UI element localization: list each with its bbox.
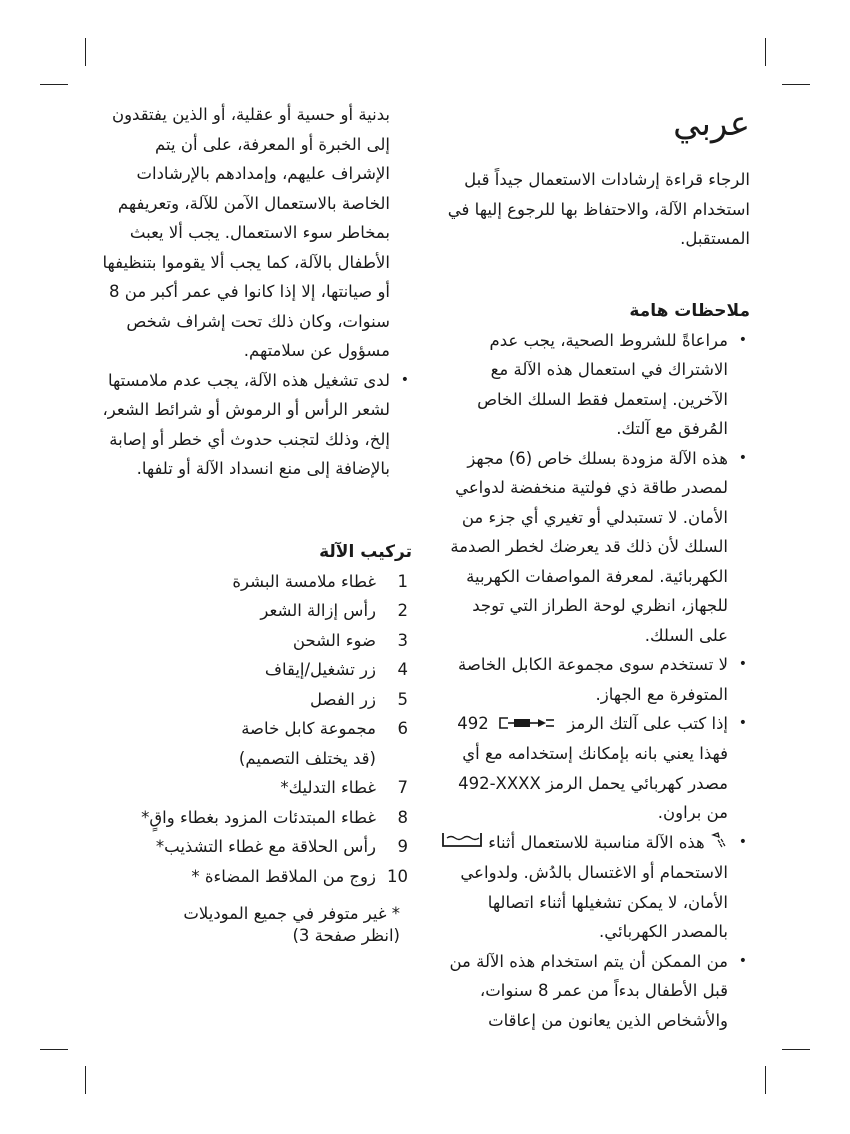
list-item (100, 655, 412, 685)
part-number: 7 (397, 778, 408, 797)
part-number: 9 (397, 837, 408, 856)
bullet: • (738, 833, 747, 850)
part-label: غطاء المبتدئات المزود بغطاء واقٍ* (141, 807, 376, 827)
note-text: فهذا يعني بانه بإمكانك إستخدامه مع أي مصدر كهربائي يحمل الرمز (462, 744, 728, 793)
symbol-number: 492 (457, 714, 489, 733)
bullet: • (738, 331, 747, 348)
bullet: • (738, 715, 747, 731)
note-text: لا تستخدم سوى مجموعة الكابل الخاصة المتوفرة مع الجهاز. (458, 655, 728, 704)
part-label: غطاء التدليك* (280, 778, 376, 797)
list-item (100, 862, 412, 892)
part-number: 5 (397, 689, 408, 709)
part-number: 6 (397, 719, 408, 738)
note-text: مراعاةً للشروط الصحية، يجب عدم الاشتراك في استعمال هذه الآلة مع الآخرين. إستعمل فقط السلك الخاص المُرفق مع آلتك. (477, 330, 728, 438)
bullet: • (738, 449, 747, 466)
footnote (100, 903, 412, 947)
part-number: 2 (397, 601, 408, 620)
crop-mark (765, 38, 766, 66)
list-item (100, 714, 412, 744)
list-item (438, 444, 750, 651)
note-text: الاستحمام أو الاغتسال بالدُش. ولدواعي الأمان، لا يمكن تشغيلها أثناء اتصالها بالمصدر الكهربائي. (460, 863, 728, 941)
continued-paragraph: بدنية أو حسية أو عقلية، أو الذين يفتقدون إلى الخبرة أو المعرفة، على أن يتم الإشراف عليهم، وإمدادهم بالإرشادات الخاصة بالاستعمال الآمن للآلة، وتعريفهم بمخاطر سوء الاستعمال. يجب ألا يعبث الأطفال بالآلة، كما يجب ألا يقوموا بتنظيفها أو صيانتها، إلا إذا كانوا في عمر أكبر من 8 سنوات، وكان ذلك تحت إشراف شخص مسؤول عن سلامتهم. (102, 105, 390, 360)
part-label: ضوء الشحن (292, 630, 376, 650)
list-item (438, 709, 750, 828)
bullet: • (400, 371, 409, 388)
note-text: هذه الآلة مزودة بسلك خاص (6) مجهز لمصدر طاقة ذي فولتية منخفضة لدواعي الأمان. لا تستبدلي أو تغيري أي جزء من السلك لأن ذلك قد يعرضك لخطر الصدمة الكهربائية. لمعرفة المواصفات الكهربية للجهاز، انظري لوحة الطراز التي توجد على السلك. (450, 448, 728, 645)
note-text: لدى تشغيل هذه الآلة، يجب عدم ملامستها لشعر الرأس أو الرموش أو شرائط الشعر، إلخ، وذلك لتجنب حدوث أي خطر أو إصابة بالإضافة إلى منع انسداد الآلة أو تلفها. (102, 370, 390, 478)
part-label: رأس إزالة الشعر (260, 601, 376, 620)
list-item (438, 650, 750, 709)
list-item (100, 773, 412, 803)
part-label: زر الفصل (310, 689, 376, 709)
list-item (100, 832, 412, 862)
bullet: • (738, 656, 747, 672)
shower-symbol-icon (710, 829, 728, 859)
crop-mark (85, 38, 86, 66)
list-item (100, 744, 412, 774)
part-label: رأس الحلاقة مع غطاء التشذيب* (155, 837, 376, 856)
crop-mark (40, 1049, 68, 1050)
part-number: 10 (387, 866, 408, 886)
right-column (438, 100, 750, 1035)
list-item (100, 366, 412, 484)
list-item (100, 685, 412, 715)
part-number: 8 (397, 807, 408, 827)
crop-mark (85, 1066, 86, 1094)
list-item (100, 567, 412, 597)
part-label: غطاء ملامسة البشرة (232, 571, 376, 591)
list-item (100, 803, 412, 833)
note-text: هذه الآلة مناسبة للاستعمال أثناء (488, 832, 705, 852)
footnote-line-2: (انظر صفحة 3) (292, 926, 400, 945)
left-column (100, 100, 412, 947)
list-item (100, 596, 412, 626)
note-text: من براون. (657, 803, 728, 823)
bathtub-symbol-icon (441, 829, 483, 859)
notes-list (438, 326, 750, 1036)
part-label: مجموعة كابل خاصة (241, 719, 376, 738)
parts-list (100, 567, 412, 892)
notes-heading: ملاحظات هامة (629, 300, 750, 321)
crop-mark (782, 84, 810, 85)
list-item (100, 626, 412, 656)
part-label: زر تشغيل/إيقاف (264, 660, 376, 679)
list-item (438, 326, 750, 444)
symbol-code: 492-XXXX (458, 773, 541, 793)
footnote-line-1: * غير متوفر في جميع الموديلات (183, 904, 400, 923)
part-label: (قد يختلف التصميم) (238, 748, 376, 768)
parts-heading: تركيب الآلة (319, 541, 412, 562)
part-number: 3 (397, 630, 408, 650)
bullet: • (738, 952, 747, 969)
crop-mark (765, 1066, 766, 1094)
language-title: عربي (673, 104, 750, 144)
part-number: 4 (397, 660, 408, 679)
intro-paragraph: الرجاء قراءة إرشادات الاستعمال جيداً قبل استخدام الآلة، والاحتفاظ بها للرجوع إليها في المستقبل. (447, 170, 750, 248)
note-text: إذا كتب على آلتك الرمز (567, 714, 728, 733)
part-number: 1 (397, 571, 408, 591)
plug-symbol-icon (494, 710, 562, 740)
note-text: من الممكن أن يتم استخدام هذه الآلة من قبل الأطفال بدءاً من عمر 8 سنوات، والأشخاص الذين يعانون من إعاقات (449, 951, 728, 1030)
crop-mark (782, 1049, 810, 1050)
part-label: زوج من الملاقط المضاءة * (191, 866, 376, 886)
list-item (438, 828, 750, 947)
crop-mark (40, 84, 68, 85)
continued-list (100, 366, 412, 484)
list-item (438, 947, 750, 1036)
